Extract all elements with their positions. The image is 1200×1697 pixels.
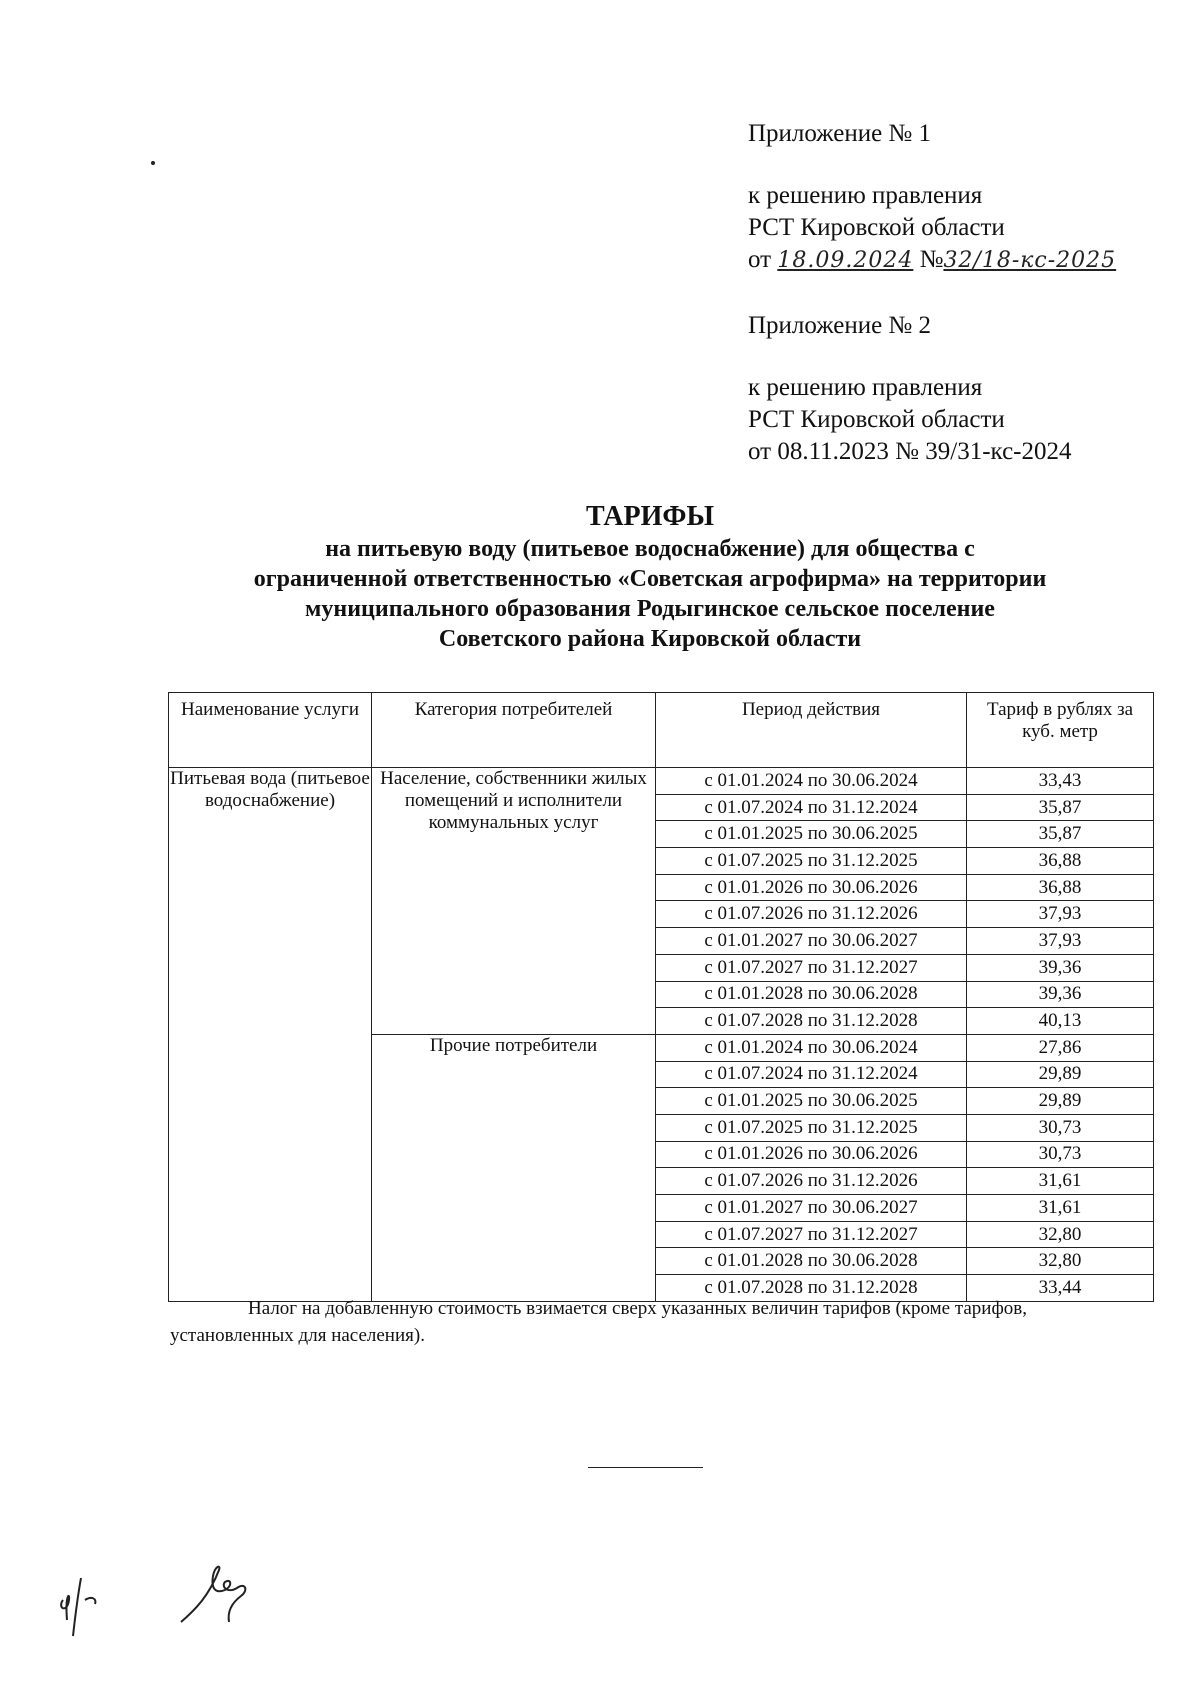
period-cell: с 01.07.2028 по 31.12.2028 — [656, 1008, 967, 1035]
appendix-1-block — [748, 118, 1116, 277]
rate-cell: 32,80 — [967, 1221, 1154, 1248]
period-cell: с 01.01.2026 по 30.06.2026 — [656, 874, 967, 901]
appendix-1-decision-line — [748, 244, 1116, 277]
appendix-2-title: Приложение № 2 — [748, 312, 932, 339]
period-cell: с 01.07.2026 по 31.12.2026 — [656, 1168, 967, 1195]
appendix-2-block — [748, 310, 1072, 468]
rate-cell: 31,61 — [967, 1195, 1154, 1222]
period-cell: с 01.07.2028 по 31.12.2028 — [656, 1275, 967, 1302]
rate-cell: 33,44 — [967, 1275, 1154, 1302]
document-subtitle-line1: на питьевую воду (питьевое водоснабжение) для общества с — [325, 536, 975, 562]
rate-cell: 39,36 — [967, 981, 1154, 1008]
appendix-1-number-prefix: № — [913, 246, 944, 273]
document-subtitle-line3: муниципального образования Родыгинское сельское поселение — [305, 596, 995, 622]
document-heading — [150, 500, 1150, 654]
document-subtitle-line2: ограниченной ответственностью «Советская агрофирма» на территории — [253, 566, 1047, 592]
tariff-table-body — [169, 768, 1154, 1302]
header-period: Период действия — [656, 693, 967, 768]
appendix-1-handwritten-number: 32/18-кс-2025 — [943, 248, 1117, 273]
rate-cell: 35,87 — [967, 794, 1154, 821]
period-cell: с 01.01.2027 по 30.06.2027 — [656, 1195, 967, 1222]
rate-cell: 32,80 — [967, 1248, 1154, 1275]
vat-note: Налог на добавленную стоимость взимается сверх указанных величин тарифов (кроме тарифов, установленных для населения). — [170, 1298, 1028, 1346]
appendix-2-line3: от 08.11.2023 № 39/31-кс-2024 — [748, 438, 1072, 465]
header-rate: Тариф в рублях за куб. метр — [967, 693, 1154, 768]
rate-cell: 27,86 — [967, 1034, 1154, 1061]
tariff-table — [168, 692, 1154, 1302]
document-subtitle-line4: Советского района Кировской области — [438, 626, 862, 652]
header-category: Категория потребителей — [372, 693, 656, 768]
rate-cell: 30,73 — [967, 1114, 1154, 1141]
period-cell: с 01.01.2026 по 30.06.2026 — [656, 1141, 967, 1168]
period-cell: с 01.07.2024 по 31.12.2024 — [656, 794, 967, 821]
period-cell: с 01.01.2028 по 30.06.2028 — [656, 1248, 967, 1275]
period-cell: с 01.07.2024 по 31.12.2024 — [656, 1061, 967, 1088]
appendix-2-line2: РСТ Кировской области — [748, 406, 1005, 433]
rate-cell: 36,88 — [967, 848, 1154, 875]
consumer-category-cell: Прочие потребители — [372, 1034, 656, 1301]
period-cell: с 01.01.2024 по 30.06.2024 — [656, 1034, 967, 1061]
tariff-table-header-row — [169, 693, 1154, 768]
period-cell: с 01.07.2025 по 31.12.2025 — [656, 1114, 967, 1141]
period-cell: с 01.07.2027 по 31.12.2027 — [656, 954, 967, 981]
period-cell: с 01.01.2028 по 30.06.2028 — [656, 981, 967, 1008]
appendix-1-title: Приложение № 1 — [748, 120, 932, 147]
rate-cell: 30,73 — [967, 1141, 1154, 1168]
closing-rule — [588, 1467, 703, 1468]
table-row — [169, 768, 1154, 795]
rate-cell: 37,93 — [967, 928, 1154, 955]
rate-cell: 39,36 — [967, 954, 1154, 981]
signature-mark-left — [55, 1570, 125, 1640]
rate-cell: 36,88 — [967, 874, 1154, 901]
appendix-1-line2: РСТ Кировской области — [748, 214, 1005, 241]
rate-cell: 31,61 — [967, 1168, 1154, 1195]
appendix-2-line1: к решению правления — [748, 374, 983, 401]
appendix-1-line1: к решению правления — [748, 182, 983, 209]
service-name-cell: Питьевая вода (питьевое водоснабжение) — [169, 768, 372, 1302]
rate-cell: 33,43 — [967, 768, 1154, 795]
period-cell: с 01.07.2025 по 31.12.2025 — [656, 848, 967, 875]
period-cell: с 01.01.2025 по 30.06.2025 — [656, 1088, 967, 1115]
signature-mark-right — [175, 1560, 270, 1630]
rate-cell: 40,13 — [967, 1008, 1154, 1035]
appendix-1-from-prefix: от — [748, 246, 778, 273]
period-cell: с 01.07.2027 по 31.12.2027 — [656, 1221, 967, 1248]
consumer-category-cell: Население, собственники жилых помещений и исполнители коммунальных услуг — [372, 768, 656, 1035]
period-cell: с 01.07.2026 по 31.12.2026 — [656, 901, 967, 928]
header-service: Наименование услуги — [169, 693, 372, 768]
rate-cell: 37,93 — [967, 901, 1154, 928]
rate-cell: 29,89 — [967, 1088, 1154, 1115]
appendix-1-handwritten-date: 18.09.2024 — [777, 248, 914, 273]
scan-dot — [151, 161, 155, 165]
rate-cell: 29,89 — [967, 1061, 1154, 1088]
rate-cell: 35,87 — [967, 821, 1154, 848]
period-cell: с 01.01.2025 по 30.06.2025 — [656, 821, 967, 848]
document-title: ТАРИФЫ — [586, 501, 714, 532]
period-cell: с 01.01.2024 по 30.06.2024 — [656, 768, 967, 795]
period-cell: с 01.01.2027 по 30.06.2027 — [656, 928, 967, 955]
